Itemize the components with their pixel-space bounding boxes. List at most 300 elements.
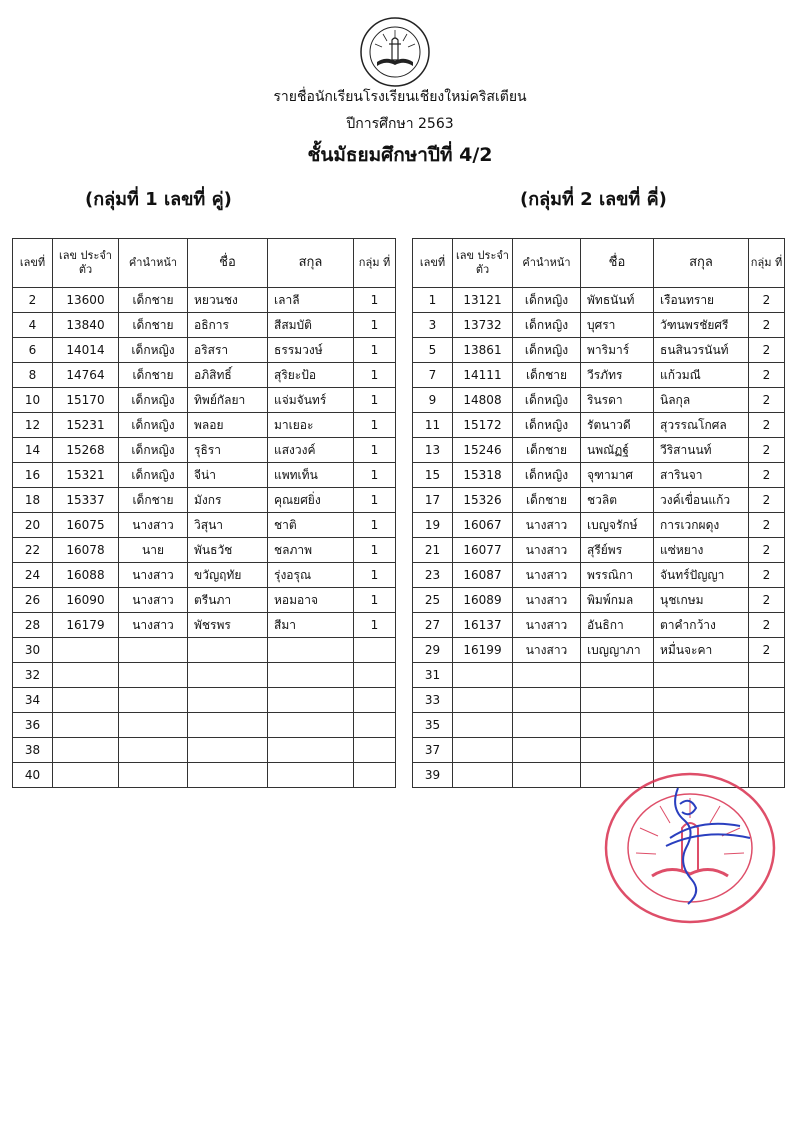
cell-last-name: คุณยศยิ่ง [268, 488, 354, 513]
col-header-group: กลุ่ม ที่ [749, 239, 785, 288]
cell-group: 2 [749, 338, 785, 363]
table-row [13, 488, 396, 513]
cell-first-name: หยวนชง [188, 288, 268, 313]
cell-number: 13 [413, 438, 453, 463]
cell-last-name [654, 713, 749, 738]
cell-group: 1 [354, 563, 396, 588]
cell-prefix: นางสาว [513, 613, 581, 638]
school-stamp-seal [600, 768, 780, 928]
cell-group: 1 [354, 588, 396, 613]
cell-first-name: ทิพย์กัลยา [188, 388, 268, 413]
cell-prefix: เด็กหญิง [513, 463, 581, 488]
cell-last-name: นิลกุล [654, 388, 749, 413]
cell-group: 2 [749, 488, 785, 513]
table-row [13, 763, 396, 788]
cell-last-name: สารินจา [654, 463, 749, 488]
cell-number: 39 [413, 763, 453, 788]
cell-first-name: รุธิรา [188, 438, 268, 463]
cell-prefix: เด็กหญิง [513, 388, 581, 413]
cell-first-name: อันธิกา [581, 613, 654, 638]
cell-first-name: มังกร [188, 488, 268, 513]
table-row [13, 713, 396, 738]
cell-group: 2 [749, 288, 785, 313]
cell-last-name: ชลภาพ [268, 538, 354, 563]
cell-student-id [53, 663, 119, 688]
cell-first-name [188, 638, 268, 663]
cell-number: 11 [413, 413, 453, 438]
cell-number: 32 [13, 663, 53, 688]
cell-prefix: เด็กชาย [513, 363, 581, 388]
cell-first-name: จีน่า [188, 463, 268, 488]
cell-student-id: 16075 [53, 513, 119, 538]
cell-student-id [453, 713, 513, 738]
cell-first-name [581, 663, 654, 688]
cell-group [354, 763, 396, 788]
cell-student-id: 13861 [453, 338, 513, 363]
cell-first-name: อธิการ [188, 313, 268, 338]
academic-year: ปีการศึกษา 2563 [346, 116, 454, 132]
cell-first-name: บุศรา [581, 313, 654, 338]
cell-number: 4 [13, 313, 53, 338]
cell-prefix: เด็กชาย [119, 363, 188, 388]
cell-last-name: สุริยะป้อ [268, 363, 354, 388]
cell-last-name: หมื่นจะคา [654, 638, 749, 663]
col-header-group: กลุ่ม ที่ [354, 239, 396, 288]
cell-prefix: นางสาว [119, 563, 188, 588]
cell-last-name: วัฑนพรชัยศรี [654, 313, 749, 338]
cell-number: 3 [413, 313, 453, 338]
cell-prefix [119, 738, 188, 763]
cell-student-id [453, 738, 513, 763]
cell-number: 37 [413, 738, 453, 763]
cell-prefix: เด็กชาย [119, 488, 188, 513]
cell-student-id: 15231 [53, 413, 119, 438]
cell-group: 2 [749, 588, 785, 613]
cell-number: 27 [413, 613, 453, 638]
cell-prefix [513, 688, 581, 713]
cell-prefix: นางสาว [513, 538, 581, 563]
cell-number: 6 [13, 338, 53, 363]
cell-first-name: ขวัญฤทัย [188, 563, 268, 588]
table-row [13, 388, 396, 413]
cell-last-name [268, 638, 354, 663]
cell-last-name [654, 738, 749, 763]
col-header-first-name: ชื่อ [188, 239, 268, 288]
col-header-student-id: เลข ประจำตัว [453, 239, 513, 288]
cell-student-id: 16078 [53, 538, 119, 563]
cell-group: 2 [749, 538, 785, 563]
cell-prefix [513, 663, 581, 688]
table-row [13, 513, 396, 538]
cell-group: 2 [749, 413, 785, 438]
cell-student-id: 16090 [53, 588, 119, 613]
cell-number: 29 [413, 638, 453, 663]
cell-number: 40 [13, 763, 53, 788]
cell-group: 2 [749, 363, 785, 388]
cell-student-id [53, 763, 119, 788]
col-header-prefix: คำนำหน้า [513, 239, 581, 288]
cell-last-name: วงค์เขื่อนแก้ว [654, 488, 749, 513]
cell-student-id: 14764 [53, 363, 119, 388]
cell-last-name: แซ่หยาง [654, 538, 749, 563]
cell-prefix: นางสาว [513, 513, 581, 538]
cell-number: 23 [413, 563, 453, 588]
cell-last-name: การเวกผดุง [654, 513, 749, 538]
cell-number: 34 [13, 688, 53, 713]
school-seal-logo [355, 16, 435, 88]
cell-last-name: แจ่มจันทร์ [268, 388, 354, 413]
cell-student-id: 15172 [453, 413, 513, 438]
group2-roster-table [412, 238, 785, 788]
table-row [13, 288, 396, 313]
cell-prefix [119, 713, 188, 738]
cell-student-id [53, 688, 119, 713]
cell-student-id: 14111 [453, 363, 513, 388]
cell-last-name [268, 713, 354, 738]
cell-last-name: รุ่งอรุณ [268, 563, 354, 588]
cell-prefix [119, 763, 188, 788]
cell-first-name: จุฑามาศ [581, 463, 654, 488]
cell-last-name [268, 738, 354, 763]
cell-student-id [453, 663, 513, 688]
cell-first-name: พัทธนันท์ [581, 288, 654, 313]
cell-prefix: เด็กชาย [513, 488, 581, 513]
table-row [413, 663, 785, 688]
col-header-student-id: เลข ประจำตัว [53, 239, 119, 288]
cell-student-id: 14808 [453, 388, 513, 413]
table-row [413, 438, 785, 463]
cell-student-id [453, 763, 513, 788]
cell-group: 1 [354, 313, 396, 338]
cell-last-name: หอมอาจ [268, 588, 354, 613]
cell-prefix: เด็กหญิง [513, 338, 581, 363]
cell-last-name: ชาติ [268, 513, 354, 538]
table-row [413, 713, 785, 738]
class-level-title: ชั้นมัธยมศึกษาปีที่ 4/2 [307, 144, 493, 166]
table-row [13, 463, 396, 488]
cell-student-id: 13121 [453, 288, 513, 313]
table-header-row [13, 239, 396, 288]
cell-first-name: สุรีย์พร [581, 538, 654, 563]
cell-group [354, 688, 396, 713]
cell-first-name: รินรดา [581, 388, 654, 413]
table-row [413, 588, 785, 613]
cell-number: 16 [13, 463, 53, 488]
cell-prefix: เด็กหญิง [119, 413, 188, 438]
cell-student-id: 16179 [53, 613, 119, 638]
cell-number: 36 [13, 713, 53, 738]
cell-number: 7 [413, 363, 453, 388]
cell-last-name: ตาคำกว้าง [654, 613, 749, 638]
cell-group [354, 713, 396, 738]
table-row [413, 738, 785, 763]
cell-group: 2 [749, 613, 785, 638]
cell-number: 35 [413, 713, 453, 738]
cell-group: 1 [354, 613, 396, 638]
col-header-first-name: ชื่อ [581, 239, 654, 288]
cell-group: 1 [354, 288, 396, 313]
cell-prefix: นางสาว [513, 638, 581, 663]
cell-group: 1 [354, 488, 396, 513]
cell-last-name: สีมา [268, 613, 354, 638]
cell-last-name: ธรรมวงษ์ [268, 338, 354, 363]
cell-prefix: เด็กหญิง [513, 413, 581, 438]
cell-student-id: 15268 [53, 438, 119, 463]
cell-number: 38 [13, 738, 53, 763]
cell-student-id: 13732 [453, 313, 513, 338]
table-row [13, 538, 396, 563]
col-header-prefix: คำนำหน้า [119, 239, 188, 288]
table-row [13, 563, 396, 588]
table-row [13, 663, 396, 688]
cell-first-name: พรรณิกา [581, 563, 654, 588]
cell-student-id: 15326 [453, 488, 513, 513]
cell-student-id: 15337 [53, 488, 119, 513]
table-row [413, 488, 785, 513]
table-row [13, 688, 396, 713]
group1-rows [13, 288, 396, 788]
cell-prefix: นางสาว [513, 588, 581, 613]
cell-number: 24 [13, 563, 53, 588]
cell-number: 20 [13, 513, 53, 538]
cell-number: 12 [13, 413, 53, 438]
cell-number: 17 [413, 488, 453, 513]
col-header-last-name: สกุล [268, 239, 354, 288]
table-row [413, 388, 785, 413]
cell-student-id: 15246 [453, 438, 513, 463]
cell-prefix [513, 763, 581, 788]
cell-group: 1 [354, 338, 396, 363]
cell-group: 2 [749, 463, 785, 488]
cell-group [354, 738, 396, 763]
group1-roster-table [12, 238, 396, 788]
cell-group [749, 738, 785, 763]
table-row [13, 613, 396, 638]
cell-last-name: แสงวงค์ [268, 438, 354, 463]
cell-prefix: เด็กหญิง [119, 463, 188, 488]
cell-student-id: 15170 [53, 388, 119, 413]
table-row [413, 513, 785, 538]
cell-first-name [188, 763, 268, 788]
cell-number: 15 [413, 463, 453, 488]
cell-number: 5 [413, 338, 453, 363]
cell-prefix: นางสาว [119, 513, 188, 538]
table-row [13, 588, 396, 613]
cell-student-id: 16199 [453, 638, 513, 663]
cell-last-name: สุวรรณโกศล [654, 413, 749, 438]
cell-student-id: 16089 [453, 588, 513, 613]
cell-first-name: อริสรา [188, 338, 268, 363]
cell-first-name: นพณัฏฐ์ [581, 438, 654, 463]
cell-number: 22 [13, 538, 53, 563]
cell-last-name: มาเยอะ [268, 413, 354, 438]
cell-student-id: 14014 [53, 338, 119, 363]
cell-first-name: ชวลิต [581, 488, 654, 513]
cell-number: 21 [413, 538, 453, 563]
cell-number: 26 [13, 588, 53, 613]
table-row [413, 288, 785, 313]
cell-last-name [268, 663, 354, 688]
cell-group: 2 [749, 638, 785, 663]
cell-prefix: เด็กหญิง [513, 313, 581, 338]
table-row [413, 563, 785, 588]
cell-student-id: 13840 [53, 313, 119, 338]
cell-group: 1 [354, 463, 396, 488]
cell-last-name [268, 763, 354, 788]
table-row [413, 363, 785, 388]
cell-number: 30 [13, 638, 53, 663]
cell-group [749, 713, 785, 738]
cell-first-name: อภิสิทธิ์ [188, 363, 268, 388]
cell-first-name: รัตนาวดี [581, 413, 654, 438]
col-header-number: เลขที่ [13, 239, 53, 288]
cell-group: 1 [354, 363, 396, 388]
cell-first-name: พิมพ์กมล [581, 588, 654, 613]
table-row [13, 363, 396, 388]
cell-last-name [654, 688, 749, 713]
cell-student-id: 15318 [453, 463, 513, 488]
cell-number: 8 [13, 363, 53, 388]
table-row [13, 413, 396, 438]
cell-prefix: นางสาว [513, 563, 581, 588]
cell-group: 2 [749, 313, 785, 338]
cell-number: 1 [413, 288, 453, 313]
table-row [413, 338, 785, 363]
cell-number: 19 [413, 513, 453, 538]
table-row [13, 738, 396, 763]
table-row [413, 538, 785, 563]
cell-prefix [119, 663, 188, 688]
cell-student-id: 16087 [453, 563, 513, 588]
cell-prefix: นางสาว [119, 613, 188, 638]
cell-group: 2 [749, 388, 785, 413]
table-header-row [413, 239, 785, 288]
cell-student-id [53, 738, 119, 763]
cell-group [749, 688, 785, 713]
table-row [13, 438, 396, 463]
cell-prefix: เด็กหญิง [119, 438, 188, 463]
cell-number: 31 [413, 663, 453, 688]
table-row [413, 613, 785, 638]
cell-prefix: เด็กชาย [119, 288, 188, 313]
cell-last-name: เลาลี [268, 288, 354, 313]
cell-prefix: เด็กชาย [119, 313, 188, 338]
cell-group: 1 [354, 388, 396, 413]
cell-number: 9 [413, 388, 453, 413]
cell-number: 28 [13, 613, 53, 638]
col-header-last-name: สกุล [654, 239, 749, 288]
cell-last-name: นุชเกษม [654, 588, 749, 613]
cell-first-name: พันธวัช [188, 538, 268, 563]
cell-group: 1 [354, 513, 396, 538]
cell-prefix: นางสาว [119, 588, 188, 613]
cell-number: 2 [13, 288, 53, 313]
cell-number: 18 [13, 488, 53, 513]
cell-prefix: เด็กหญิง [119, 338, 188, 363]
cell-last-name: จันทร์ปัญญา [654, 563, 749, 588]
cell-number: 25 [413, 588, 453, 613]
cell-student-id: 16067 [453, 513, 513, 538]
table-row [13, 338, 396, 363]
cell-last-name: วีริสานนท์ [654, 438, 749, 463]
cell-first-name: พลอย [188, 413, 268, 438]
cell-first-name [581, 688, 654, 713]
cell-prefix [513, 738, 581, 763]
cell-number: 14 [13, 438, 53, 463]
cell-student-id [453, 688, 513, 713]
col-header-number: เลขที่ [413, 239, 453, 288]
cell-student-id: 13600 [53, 288, 119, 313]
cell-first-name: วิสุนา [188, 513, 268, 538]
cell-prefix [119, 688, 188, 713]
cell-prefix [513, 713, 581, 738]
cell-group [354, 663, 396, 688]
cell-prefix: นาย [119, 538, 188, 563]
cell-student-id: 15321 [53, 463, 119, 488]
cell-number: 33 [413, 688, 453, 713]
cell-last-name: เรือนทราย [654, 288, 749, 313]
cell-first-name [188, 663, 268, 688]
school-roster-heading: รายชื่อนักเรียนโรงเรียนเชียงใหม่คริสเตียน [273, 89, 527, 105]
table-row [413, 463, 785, 488]
cell-last-name [654, 663, 749, 688]
cell-last-name: แพทเท็น [268, 463, 354, 488]
cell-first-name: ตรีนภา [188, 588, 268, 613]
table-row [413, 638, 785, 663]
cell-last-name: แก้วมณี [654, 363, 749, 388]
cell-first-name [581, 713, 654, 738]
cell-group: 1 [354, 438, 396, 463]
cell-first-name: พัชรพร [188, 613, 268, 638]
cell-last-name: สีสมบัติ [268, 313, 354, 338]
cell-first-name: วีรภัทร [581, 363, 654, 388]
cell-first-name [581, 738, 654, 763]
cell-number: 10 [13, 388, 53, 413]
cell-student-id [53, 713, 119, 738]
cell-prefix: เด็กหญิง [513, 288, 581, 313]
cell-group: 2 [749, 513, 785, 538]
group2-title: (กลุ่มที่ 2 เลขที่ คี่) [520, 189, 667, 210]
cell-last-name: ธนสินวรนันท์ [654, 338, 749, 363]
cell-last-name [268, 688, 354, 713]
cell-group [749, 663, 785, 688]
table-row [413, 313, 785, 338]
cell-group: 2 [749, 438, 785, 463]
cell-first-name: เบญจรักษ์ [581, 513, 654, 538]
cell-student-id [53, 638, 119, 663]
cell-prefix [119, 638, 188, 663]
cell-first-name: พาริมาร์ [581, 338, 654, 363]
table-row [13, 638, 396, 663]
cell-first-name [188, 688, 268, 713]
cell-group: 1 [354, 538, 396, 563]
cell-student-id: 16088 [53, 563, 119, 588]
group2-rows [413, 288, 785, 788]
table-row [413, 688, 785, 713]
cell-first-name [188, 713, 268, 738]
table-row [13, 313, 396, 338]
cell-group: 1 [354, 413, 396, 438]
cell-first-name: เบญญาภา [581, 638, 654, 663]
cell-prefix: เด็กชาย [513, 438, 581, 463]
cell-first-name [188, 738, 268, 763]
cell-prefix: เด็กหญิง [119, 388, 188, 413]
cell-group: 2 [749, 563, 785, 588]
cell-student-id: 16137 [453, 613, 513, 638]
group1-title: (กลุ่มที่ 1 เลขที่ คู่) [85, 189, 232, 210]
table-row [413, 413, 785, 438]
cell-group [354, 638, 396, 663]
